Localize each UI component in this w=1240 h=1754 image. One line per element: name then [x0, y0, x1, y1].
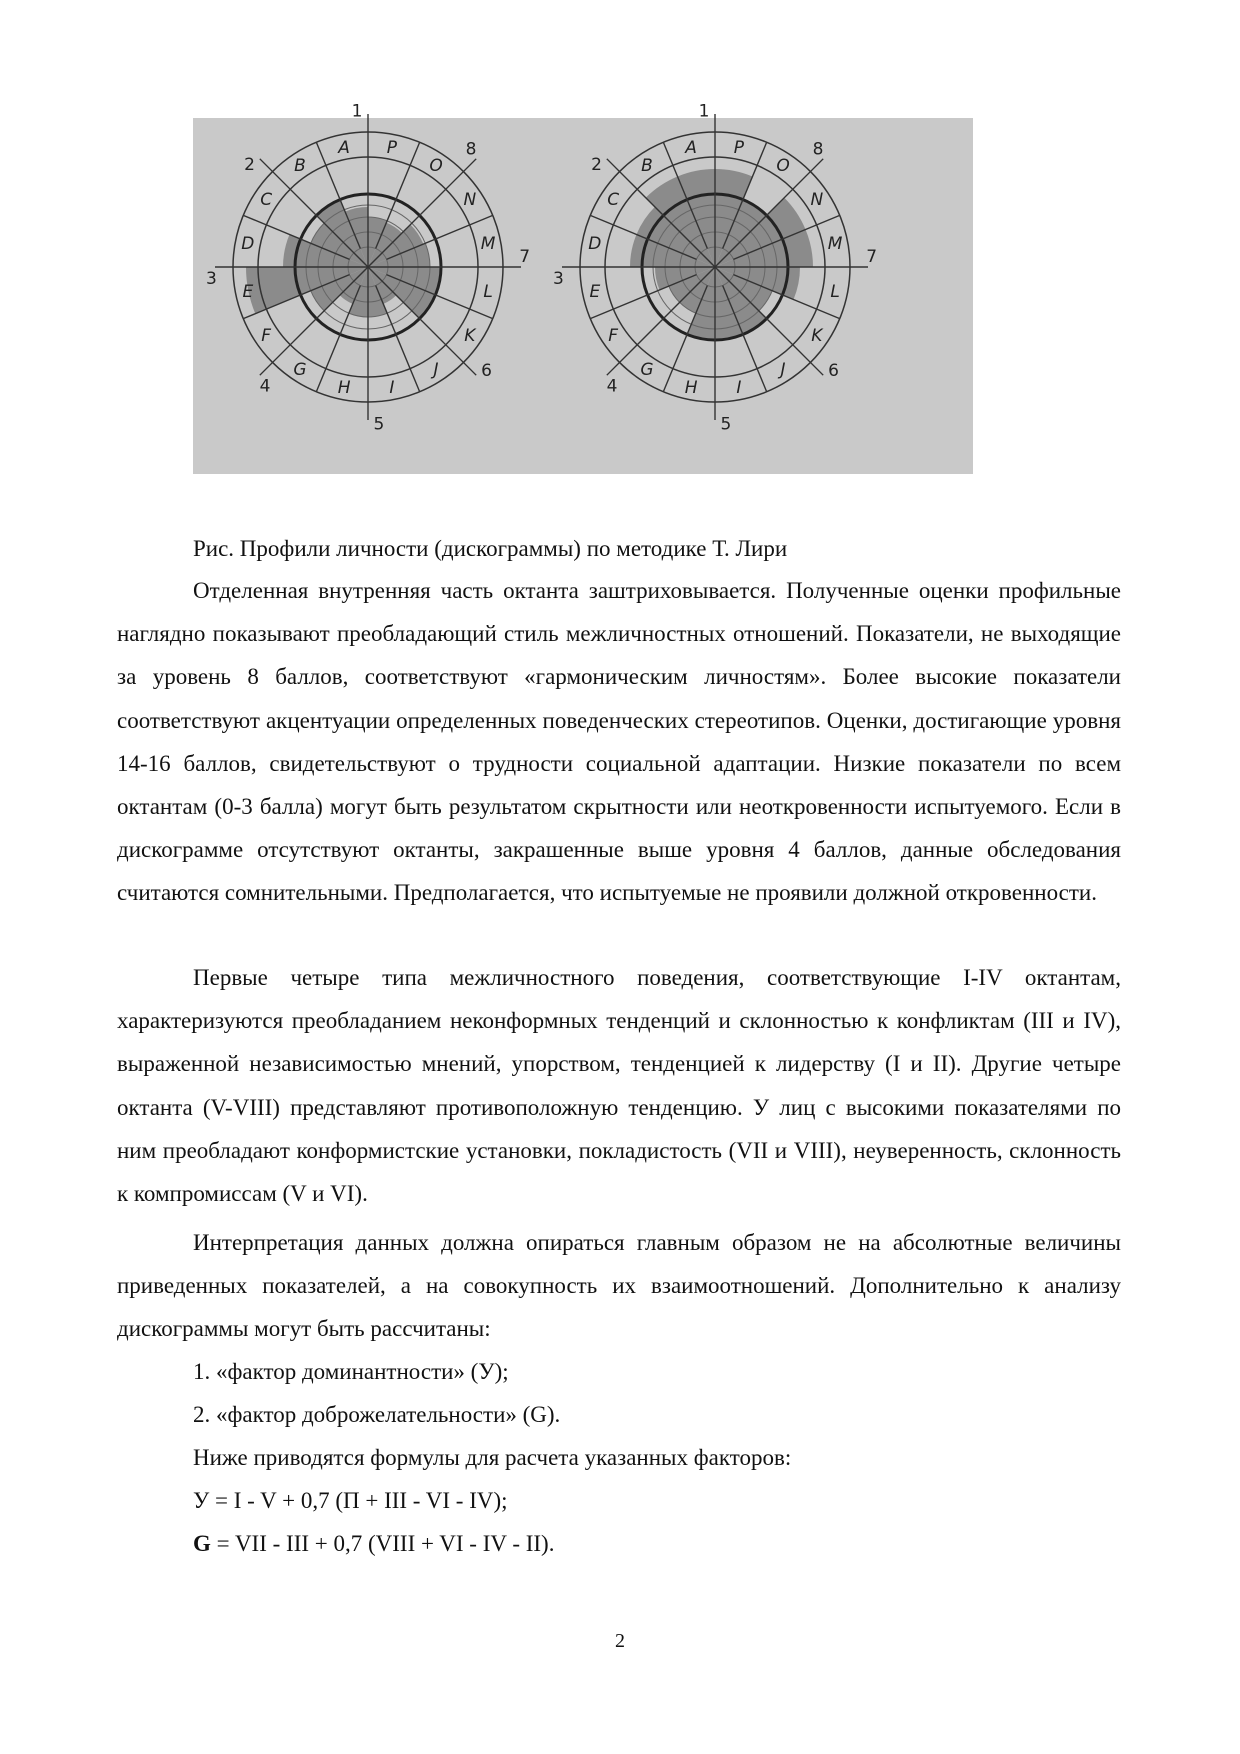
right-disc-letter-label: P [733, 137, 745, 158]
right-disc-octant-number: 6 [828, 361, 839, 382]
right-disc-letter-label: H [684, 378, 698, 399]
left-disc-letter-label: M [480, 234, 496, 255]
left-disc-letter-label: B [294, 156, 306, 177]
right-disc-letter-label: G [640, 359, 654, 380]
formula-u: У = I - V + 0,7 (П + III - VI - IV); [193, 1488, 508, 1513]
left-disc-letter-label: D [241, 234, 255, 255]
left-disc-letter-label: K [464, 326, 476, 347]
right-disc-octant-number: 4 [606, 376, 618, 397]
left-disc-letter-label: L [483, 281, 493, 302]
left-disc-letter-label: P [386, 137, 398, 158]
left-disc-octant-number: 6 [481, 361, 492, 382]
list-item-1: 1. «фактор доминантности» (У); [193, 1359, 509, 1384]
left-disc-octant-number: 1 [351, 101, 363, 122]
formula-g-body: = VII - III + 0,7 (VIII + VI - IV - II). [210, 1531, 555, 1556]
diskogram-svg [193, 101, 973, 474]
right-disc-letter-label: I [736, 378, 742, 399]
right-disc-letter-label: E [589, 281, 601, 302]
formulas-intro: Ниже приводятся формулы для расчета указанных факторов: [193, 1445, 792, 1470]
right-disc-letter-label: C [607, 189, 620, 210]
right-disc-octant-number: 8 [812, 139, 824, 160]
left-disc-octant-number: 2 [244, 154, 255, 175]
right-disc-letter-label: M [827, 234, 843, 255]
left-disc-letter-label: O [429, 156, 443, 177]
right-disc-octant-number: 7 [866, 247, 878, 268]
right-disc-letter-label: J [780, 359, 786, 380]
left-disc-letter-label: J [433, 359, 439, 380]
right-disc-octant-number: 2 [591, 154, 602, 175]
left-disc-octant-number: 4 [259, 376, 271, 397]
right-disc-letter-label: L [830, 281, 840, 302]
left-disc-letter-label: A [338, 137, 350, 158]
left-disc-octant-number: 8 [465, 139, 477, 160]
right-disc-letter-label: K [811, 326, 823, 347]
left-disc-octant-number: 5 [373, 414, 385, 435]
left-disc-letter-label: I [389, 378, 395, 399]
figure-caption: Рис. Профили личности (дискограммы) по методике Т. Лири [193, 536, 788, 561]
paragraph-2: Первые четыре типа межличностного поведения, соответствующие I-IV октантам, характеризуются преобладанием неконформных тенденций и склонностью к конфликтам (III и IV), выраженной независимостью мнений, упорством, тенденцией к лидерству (I и II). Другие четыре октанта (V-VIII) представляют противоположную тенденцию. У лиц с высокими показателями по ним преобладают конформистские установки, покладистость (VII и VIII), неуверенность, склонность к компромиссам (V и VI). [117, 965, 1121, 1207]
right-disc-octant-number: 1 [698, 101, 710, 122]
right-disc-letter-label: D [588, 234, 602, 255]
right-disc-letter-label: B [641, 156, 653, 177]
right-disc-letter-label: A [685, 137, 697, 158]
diskogram-figure [193, 101, 973, 474]
left-disc-letter-label: E [242, 281, 254, 302]
right-disc-letter-label: O [776, 156, 790, 177]
right-disc-letter-label: F [608, 326, 619, 347]
formula-g [193, 1529, 554, 1559]
left-disc-letter-label: H [337, 378, 351, 399]
left-disc-letter-label: N [463, 189, 477, 210]
left-disc-octant-number: 3 [205, 268, 217, 289]
page-number: 2 [615, 1630, 625, 1652]
paragraph-3: Интерпретация данных должна опираться главным образом не на абсолютные величины приведенных показателей, а на совокупность их взаимоотношений. Дополнительно к анализу дискограммы могут быть рассчитаны: [117, 1230, 1121, 1342]
list-item-2: 2. «фактор доброжелательности» (G). [193, 1402, 561, 1427]
paragraph-1: Отделенная внутренняя часть октанта заштриховывается. Полученные оценки профильные наглядно показывают преобладающий стиль межличностных отношений. Показатели, не выходящие за уровень 8 баллов, соответствуют «гармоническим личностям». Более высокие показатели соответствуют акцентуации определенных поведенческих стереотипов. Оценки, достигающие уровня 14-16 баллов, свидетельствуют о трудности социальной адаптации. Низкие показатели по всем октантам (0-3 балла) могут быть результатом скрытности или неоткровенности испытуемого. Если в дискограмме отсутствуют октанты, закрашенные выше уровня 4 баллов, данные обследования считаются сомнительными. Предполагается, что испытуемые не проявили должной откровенности. [117, 578, 1121, 906]
left-disc-letter-label: F [261, 326, 272, 347]
right-disc-letter-label: N [810, 189, 824, 210]
left-disc-letter-label: C [260, 189, 273, 210]
right-disc-octant-number: 5 [720, 414, 732, 435]
right-disc-octant-number: 3 [552, 268, 564, 289]
left-disc-letter-label: G [293, 359, 307, 380]
formula-g-symbol: G [193, 1531, 211, 1556]
left-disc-octant-number: 7 [519, 247, 531, 268]
